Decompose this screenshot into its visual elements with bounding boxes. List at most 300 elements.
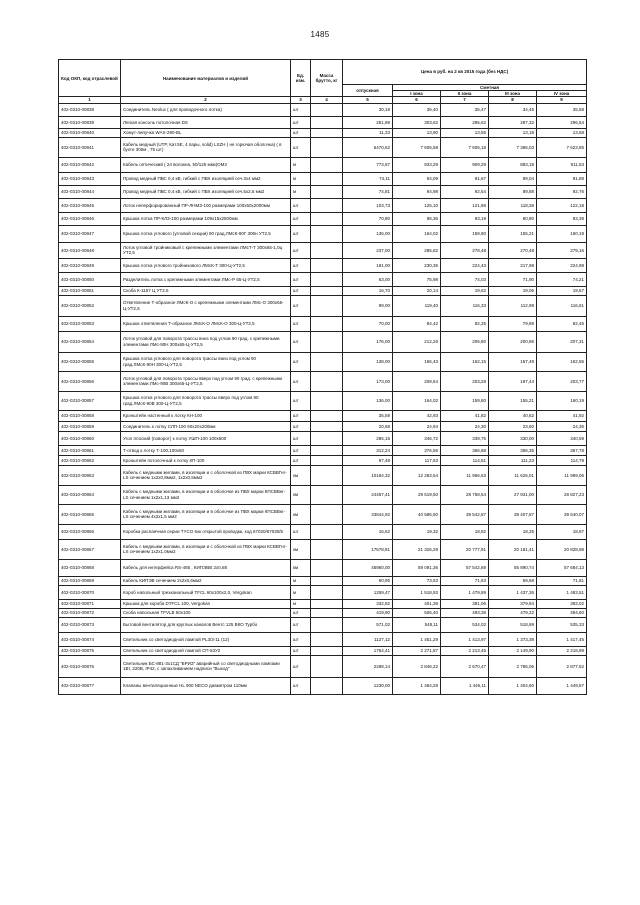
table-cell-zone4: 494,60	[537, 608, 587, 617]
col-num: 6	[393, 97, 441, 103]
table-cell-zone4: 911,53	[537, 157, 587, 172]
table-cell-price: 1259,47	[343, 585, 393, 599]
table-cell-price: 35,59	[343, 410, 393, 421]
table-cell-unit: шт	[291, 225, 311, 242]
table-cell-code: 402-0310-00855	[59, 352, 121, 371]
table-cell-price: 74,11	[343, 172, 393, 185]
table-cell-zone3: 71,90	[489, 272, 537, 286]
table-cell-zone2: 366,88	[441, 445, 489, 455]
table-row	[59, 172, 587, 185]
table-cell-price: 60,95	[343, 576, 393, 585]
table-cell-price: 24467,41	[343, 485, 393, 504]
table-cell-zone1: 85,36	[393, 212, 441, 225]
table-cell-price: 45960,00	[343, 559, 393, 576]
table-cell-zone4: 160,19	[537, 225, 587, 242]
table-cell-mass	[311, 585, 343, 599]
table-row	[59, 455, 587, 465]
table-cell-unit: м	[291, 576, 311, 585]
table-cell-unit: м	[291, 157, 311, 172]
table-row	[59, 225, 587, 242]
table-cell-code: 402-0310-00847	[59, 225, 121, 242]
table-cell-zone1: 933,29	[393, 157, 441, 172]
col-num: 9	[537, 97, 587, 103]
table-cell-code: 402-0310-00845	[59, 198, 121, 212]
table-cell-name: Светильник со светодиодной лампой PL3/3-11 (12)	[121, 632, 291, 646]
table-cell-zone4: 535,33	[537, 617, 587, 632]
table-cell-mass	[311, 258, 343, 272]
table-cell-zone2: 1 413,97	[441, 632, 489, 646]
table-cell-zone1: 7 605,58	[393, 137, 441, 157]
table-cell-name: Кабель медный (UTP, Кат.5Е, 4 пары, solid) LSZH ( не горючая оболочка) ( в бухте 305м , 75 шт)	[121, 137, 291, 157]
table-cell-name: Ответвление Т-образное ЛМсК-О с крепежными элементами ЛМс-О 300х65-Ц-УТ2,5	[121, 295, 291, 316]
table-cell-zone4: 2 877,52	[537, 655, 587, 677]
table-cell-price: 17678,81	[343, 539, 393, 559]
table-cell-unit: шт	[291, 198, 311, 212]
table-cell-zone2: 2 213,45	[441, 646, 489, 655]
table-cell-zone3: 79,89	[489, 316, 537, 331]
table-cell-code: 402-0310-00842	[59, 157, 121, 172]
table-cell-zone1: 119,40	[393, 295, 441, 316]
table-cell-unit: шт	[291, 295, 311, 316]
table-cell-name: Кабель с медными жилами, в изоляции и с оболочкой из ПВХ марки КСВВГнг-LS сечением 1х2х0,8мм2, 1х2х0,5мм2	[121, 465, 291, 485]
table-cell-name: Т-отвод к лотку Т-100,100х50	[121, 445, 291, 455]
table-cell-name: Светильник со светодиодной лампой СП-53У2	[121, 646, 291, 655]
table-row	[59, 421, 587, 431]
table-cell-mass	[311, 198, 343, 212]
table-cell-unit: шт	[291, 524, 311, 539]
table-cell-name: Крышка лотка углового для поворота трассы вниз под углом 90 град.ЛМсК-90Н 300-Ц-УТ2,5	[121, 352, 291, 371]
table-row	[59, 198, 587, 212]
table-cell-zone1: 42,93	[393, 410, 441, 421]
table-cell-unit: шт	[291, 116, 311, 128]
table-cell-zone1: 346,72	[393, 431, 441, 445]
table-cell-code: 402-0310-00856	[59, 371, 121, 391]
table-cell-zone2: 20 777,91	[441, 539, 489, 559]
table-cell-name: Клапаны вентиляционные HL 900 NECO диаметром 110мм	[121, 677, 291, 694]
table-row	[59, 352, 587, 371]
table-cell-zone3: 19,06	[489, 286, 537, 295]
page-number: 1485	[310, 30, 330, 39]
table-cell-mass	[311, 421, 343, 431]
table-cell-price: 136,00	[343, 225, 393, 242]
table-cell-mass	[311, 242, 343, 258]
table-row	[59, 599, 587, 608]
table-cell-zone3: 38 407,87	[489, 504, 537, 524]
table-cell-mass	[311, 576, 343, 585]
table-cell-zone2: 74,03	[441, 272, 489, 286]
table-row	[59, 185, 587, 198]
table-cell-name: Кабель КИПЭВ сечением 2х2х0,6мм2	[121, 576, 291, 585]
table-cell-name: Коробка распаячная серии TYCO 6хк открытой проводки, код 67020/67030/6	[121, 524, 291, 539]
table-cell-zone4: 114,79	[537, 455, 587, 465]
table-row	[59, 391, 587, 410]
table-row	[59, 242, 587, 258]
table-cell-zone4: 296,54	[537, 116, 587, 128]
table-row	[59, 632, 587, 646]
table-cell-name: Кабель с медными жилами, в изоляции и с оболочкой из ПВХ марки КСВВГнг-LS сечением 1х2х1,0мм2	[121, 539, 291, 559]
table-cell-name: Крышка ответвления Т-образное ЛМсК-О ЛМсК-О 300-Ц-УТ2,5	[121, 316, 291, 331]
table-cell-mass	[311, 410, 343, 421]
table-cell-mass	[311, 504, 343, 524]
table-cell-zone1: 166,43	[393, 352, 441, 371]
table-cell-zone2: 224,43	[441, 258, 489, 272]
table-cell-code: 402-0310-00863	[59, 465, 121, 485]
table-cell-price: 176,00	[343, 331, 393, 352]
table-cell-zone2: 295,62	[441, 116, 489, 128]
table-cell-zone4: 207,31	[537, 331, 587, 352]
table-cell-mass	[311, 371, 343, 391]
table-cell-zone4: 279,16	[537, 242, 587, 258]
table-cell-price: 285,15	[343, 431, 393, 445]
table-cell-price: 332,82	[343, 599, 393, 608]
table-cell-name: Кабель с медными жилами, в изоляции и в оболочке из ПВХ марки КПСВВнг-LS сечением 4х2х1,5 мм2	[121, 504, 291, 524]
table-cell-zone3: 379,84	[489, 599, 537, 608]
table-row	[59, 559, 587, 576]
table-cell-zone4: 122,18	[537, 198, 587, 212]
table-cell-zone2: 278,48	[441, 242, 489, 258]
table-cell-mass	[311, 632, 343, 646]
table-cell-zone1: 94,09	[393, 172, 441, 185]
table-cell-code: 402-0310-00839	[59, 116, 121, 128]
table-row	[59, 371, 587, 391]
table-cell-zone1: 59 091,36	[393, 559, 441, 576]
table-cell-price: 138,00	[343, 352, 393, 371]
table-cell-zone1: 376,56	[393, 445, 441, 455]
table-cell-zone4: 83,39	[537, 212, 587, 225]
table-cell-code: 402-0310-00858	[59, 410, 121, 421]
table-cell-mass	[311, 677, 343, 694]
col-num: 7	[441, 97, 489, 103]
table-cell-code: 402-0310-00865	[59, 504, 121, 524]
table-cell-zone4: 18,87	[537, 524, 587, 539]
table-cell-mass	[311, 295, 343, 316]
table-cell-zone2: 24,30	[441, 421, 489, 431]
table-cell-zone1: 36,40	[393, 103, 441, 116]
table-cell-mass	[311, 225, 343, 242]
table-row	[59, 103, 587, 116]
table-cell-mass	[311, 608, 343, 617]
table-cell-price: 20,68	[343, 421, 393, 431]
table-cell-zone2: 18,82	[441, 524, 489, 539]
table-row	[59, 646, 587, 655]
table-cell-name: Скоба напольная TFVLB 50х100	[121, 608, 291, 617]
table-cell-zone3: 27 931,00	[489, 485, 537, 504]
table-cell-name: Угол плоский (поворот) к лотку УШП-100 100х500	[121, 431, 291, 445]
table-cell-zone4: 20 828,98	[537, 539, 587, 559]
table-cell-zone4: 82,45	[537, 316, 587, 331]
table-cell-zone2: 82,25	[441, 316, 489, 331]
table-cell-price: 1764,41	[343, 646, 393, 655]
table-cell-mass	[311, 599, 343, 608]
table-cell-code: 402-0310-00874	[59, 632, 121, 646]
table-cell-unit: шт	[291, 103, 311, 116]
table-cell-name: Крышка лотка углового (угловой секции) 90 град.ЛМсК-90Г 300н УТ2,5	[121, 225, 291, 242]
table-cell-zone4: 39 640,07	[537, 504, 587, 524]
table-cell-code: 402-0310-00860	[59, 431, 121, 445]
table-cell-name: Соединитель к лотку СЛП-100 50х20х200мм	[121, 421, 291, 431]
table-cell-unit: шт	[291, 391, 311, 410]
table-cell-code: 402-0310-00864	[59, 485, 121, 504]
table-cell-zone1: 548,11	[393, 617, 441, 632]
table-row	[59, 258, 587, 272]
table-row	[59, 316, 587, 331]
table-cell-mass	[311, 655, 343, 677]
table-cell-price: 191,00	[343, 258, 393, 272]
table-cell-mass	[311, 485, 343, 504]
table-cell-price: 6470,62	[343, 137, 393, 157]
table-cell-name: Крышка для короба DTFCL 100, Vergokan	[121, 599, 291, 608]
table-cell-price: 173,00	[343, 371, 393, 391]
table-cell-code: 402-0310-00861	[59, 445, 121, 455]
table-cell-mass	[311, 172, 343, 185]
table-cell-code: 402-0310-00871	[59, 599, 121, 608]
table-cell-unit: шт	[291, 431, 311, 445]
table-cell-code: 402-0310-00840	[59, 128, 121, 137]
table-cell-mass	[311, 391, 343, 410]
table-cell-name: Лоток угловой для поворота трассы вверх под углом 90 град. с крепежными элементами ЛМс-90В 300х65-Ц-УТ2,5	[121, 371, 291, 391]
table-cell-code: 402-0310-00870	[59, 585, 121, 599]
table-cell-zone4: 24,36	[537, 421, 587, 431]
table-cell-price: 63,00	[343, 272, 393, 286]
table-row	[59, 576, 587, 585]
table-cell-price: 312,24	[343, 445, 393, 455]
table-cell-zone3: 1 373,38	[489, 632, 537, 646]
table-cell-zone2: 121,88	[441, 198, 489, 212]
table-cell-zone3: 20 181,41	[489, 539, 537, 559]
table-cell-code: 402-0310-00850	[59, 272, 121, 286]
table-cell-zone3: 155,21	[489, 225, 537, 242]
table-cell-zone3: 55 890,74	[489, 559, 537, 576]
table-cell-price: 70,80	[343, 212, 393, 225]
table-cell-zone1: 1 451,29	[393, 632, 441, 646]
table-cell-unit: м	[291, 185, 311, 198]
table-cell-name: Крышка лотка углового для поворота трассы вверх под углом 90 град.ЛМсК-90В 300-Ц-УТ2,5	[121, 391, 291, 410]
table-cell-zone2: 7 605,18	[441, 137, 489, 157]
table-cell-unit: шт	[291, 128, 311, 137]
table-row	[59, 504, 587, 524]
table-cell-zone3: 13,18	[489, 128, 537, 137]
table-cell-unit: шт	[291, 352, 311, 371]
table-cell-zone3: 112,99	[489, 295, 537, 316]
table-row	[59, 272, 587, 286]
table-cell-mass	[311, 559, 343, 576]
table-cell-name: Лоток неперфорированный ПР-ЛНМЗ-100 размерами 100х50х2000мм	[121, 198, 291, 212]
table-row	[59, 539, 587, 559]
table-cell-zone3: 479,22	[489, 608, 537, 617]
table-row	[59, 585, 587, 599]
table-cell-zone3: 7 386,03	[489, 137, 537, 157]
table-cell-code: 402-0310-00872	[59, 608, 121, 617]
table-cell-zone1: 40 586,50	[393, 504, 441, 524]
table-cell-unit: шт	[291, 632, 311, 646]
table-cell-zone2: 159,80	[441, 391, 489, 410]
table-cell-zone1: 2 271,87	[393, 646, 441, 655]
table-cell-zone1: 117,53	[393, 455, 441, 465]
table-cell-code: 402-0310-00838	[59, 103, 121, 116]
table-cell-price: 103,73	[343, 198, 393, 212]
table-cell-zone1: 2 846,22	[393, 655, 441, 677]
table-cell-mass	[311, 524, 343, 539]
table-row	[59, 128, 587, 137]
table-cell-code: 402-0310-00859	[59, 421, 121, 431]
table-cell-price: 1127,12	[343, 632, 393, 646]
table-cell-zone4: 91,89	[537, 172, 587, 185]
table-cell-zone3: 11 625,01	[489, 465, 537, 485]
table-cell-mass	[311, 445, 343, 455]
table-cell-name: Хомут-липучка WAS-290-BL	[121, 128, 291, 137]
table-cell-code: 402-0310-00843	[59, 172, 121, 185]
table-cell-code: 402-0310-00868	[59, 559, 121, 576]
table-cell-code: 402-0310-00877	[59, 677, 121, 694]
table-cell-zone1: 84,42	[393, 316, 441, 331]
table-cell-zone3: 197,44	[489, 371, 537, 391]
table-cell-code: 402-0310-00851	[59, 286, 121, 295]
table-cell-price: 16,62	[343, 524, 393, 539]
table-cell-code: 402-0310-00876	[59, 655, 121, 677]
table-row	[59, 445, 587, 455]
table-cell-zone4: 160,19	[537, 391, 587, 410]
table-cell-zone2: 41,82	[441, 410, 489, 421]
header-price: Цена в руб. на 2 кв 2015 года (без НДС)	[343, 60, 587, 85]
table-cell-price: 74,81	[343, 185, 393, 198]
table-row	[59, 286, 587, 295]
table-cell-zone1: 212,26	[393, 331, 441, 352]
table-cell-unit: шт	[291, 421, 311, 431]
table-cell-zone2: 116,33	[441, 295, 489, 316]
table-cell-code: 402-0310-00844	[59, 185, 121, 198]
col-num: 1	[59, 97, 121, 103]
table-cell-zone1: 12 283,54	[393, 465, 441, 485]
table-cell-mass	[311, 646, 343, 655]
table-cell-zone4: 224,98	[537, 258, 587, 272]
table-cell-unit: шт	[291, 371, 311, 391]
table-cell-code: 402-0310-00841	[59, 137, 121, 157]
table-cell-zone4: 203,77	[537, 371, 587, 391]
table-cell-zone4: 35,58	[537, 103, 587, 116]
table-row	[59, 295, 587, 316]
table-cell-name: Короб напольный трехканальный TFCL 60х100х2,0, Vergokan	[121, 585, 291, 599]
table-row	[59, 465, 587, 485]
table-cell-zone2: 203,28	[441, 371, 489, 391]
table-cell-zone4: 162,55	[537, 352, 587, 371]
col-num: 8	[489, 97, 537, 103]
table-cell-unit: шт	[291, 617, 311, 632]
table-cell-zone4: 392,02	[537, 599, 587, 608]
table-cell-unit: шт	[291, 286, 311, 295]
table-cell-code: 402-0310-00846	[59, 212, 121, 225]
header-release: отпускная	[343, 85, 393, 97]
table-cell-mass	[311, 352, 343, 371]
table-row	[59, 677, 587, 694]
table-cell-name: Легкая консоль потолочная DS	[121, 116, 291, 128]
table-row	[59, 331, 587, 352]
table-cell-price: 11,33	[343, 128, 393, 137]
table-cell-zone2: 11 966,63	[441, 465, 489, 485]
table-cell-price: 1230,00	[343, 677, 393, 694]
table-cell-zone2: 1 479,89	[441, 585, 489, 599]
table-cell-zone4: 1 449,67	[537, 677, 587, 694]
table-cell-zone2: 1 446,11	[441, 677, 489, 694]
table-cell-code: 402-0310-00869	[59, 576, 121, 585]
table-cell-zone3: 40,62	[489, 410, 537, 421]
table-cell-zone1: 164,02	[393, 225, 441, 242]
table-cell-zone2: 92,54	[441, 185, 489, 198]
header-mass: Масса брутто, кг	[311, 60, 343, 97]
table-cell-code: 402-0310-00862	[59, 455, 121, 465]
table-cell-zone1: 13,90	[393, 128, 441, 137]
header-zone4: IV зона	[537, 91, 587, 97]
table-cell-zone2: 19,62	[441, 286, 489, 295]
table-cell-zone4: 57 684,13	[537, 559, 587, 576]
table-cell-name: Скоба К-1157 Ц УТ2,5	[121, 286, 291, 295]
table-cell-zone4: 71,81	[537, 576, 587, 585]
table-cell-zone2: 28 758,54	[441, 485, 489, 504]
table-cell-mass	[311, 212, 343, 225]
table-cell-price: 419,90	[343, 608, 393, 617]
table-cell-unit: км	[291, 504, 311, 524]
table-cell-mass	[311, 455, 343, 465]
table-cell-code: 402-0310-00852	[59, 295, 121, 316]
table-cell-code: 402-0310-00866	[59, 524, 121, 539]
table-cell-price: 99,00	[343, 295, 393, 316]
table-cell-unit: шт	[291, 608, 311, 617]
table-row	[59, 485, 587, 504]
table-cell-unit: шт	[291, 410, 311, 421]
table-cell-zone1: 125,10	[393, 198, 441, 212]
table-row	[59, 524, 587, 539]
table-cell-zone3: 330,00	[489, 431, 537, 445]
table-cell-unit: км	[291, 539, 311, 559]
table-cell-mass	[311, 137, 343, 157]
table-cell-zone2: 35,47	[441, 103, 489, 116]
price-table	[58, 59, 587, 695]
table-cell-zone1: 230,35	[393, 258, 441, 272]
table-cell-unit: шт	[291, 445, 311, 455]
table-cell-zone3: 2 149,90	[489, 646, 537, 655]
header-code: Код ОКП, код отраслевой	[59, 60, 121, 97]
table-cell-zone3: 270,48	[489, 242, 537, 258]
table-cell-unit: км	[291, 465, 311, 485]
table-cell-zone3: 883,19	[489, 157, 537, 172]
table-cell-mass	[311, 431, 343, 445]
table-cell-mass	[311, 103, 343, 116]
table-cell-zone2: 391,06	[441, 599, 489, 608]
table-cell-mass	[311, 185, 343, 198]
table-cell-code: 402-0310-00875	[59, 646, 121, 655]
table-cell-zone1: 94,98	[393, 185, 441, 198]
header-unit: Ед. изм.	[291, 60, 311, 97]
col-num: 5	[343, 97, 393, 103]
table-cell-zone2: 493,38	[441, 608, 489, 617]
table-cell-zone1: 73,53	[393, 576, 441, 585]
header-estimate: Сметная	[393, 85, 587, 91]
table-cell-price: 10184,32	[343, 465, 393, 485]
table-cell-unit: м	[291, 599, 311, 608]
table-cell-zone3: 69,58	[489, 576, 537, 585]
table-cell-code: 402-0310-00853	[59, 316, 121, 331]
table-cell-unit: шт	[291, 646, 311, 655]
table-cell-zone3: 18,25	[489, 524, 537, 539]
table-cell-zone3: 287,32	[489, 116, 537, 128]
table-cell-price: 97,48	[343, 455, 393, 465]
table-cell-zone4: 19,67	[537, 286, 587, 295]
table-row	[59, 617, 587, 632]
table-cell-mass	[311, 272, 343, 286]
table-cell-zone3: 89,88	[489, 185, 537, 198]
table-cell-unit: шт	[291, 258, 311, 272]
table-cell-name: Крышка лотка ПР-КЛЗ-100 размерами 109х15х2500мм	[121, 212, 291, 225]
table-cell-zone2: 71,63	[441, 576, 489, 585]
